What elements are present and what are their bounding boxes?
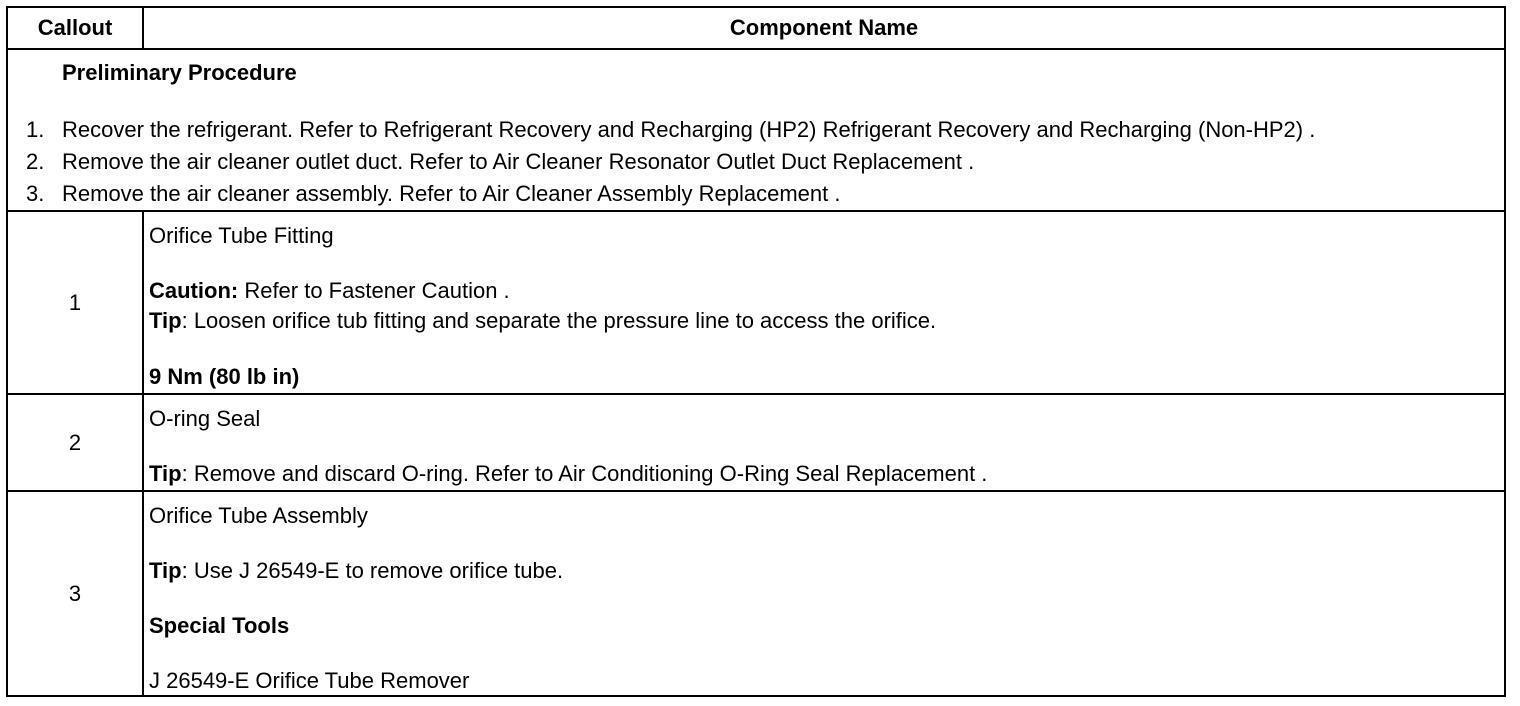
component-name-column-header: Component Name [729,15,919,40]
caution-label: Caution: [149,278,239,303]
special-tools-heading: Special Tools [149,613,290,638]
table-row [8,395,1504,492]
callout-number: 2 [8,395,144,490]
table-header [8,8,1504,50]
table-row [8,492,1504,695]
preliminary-procedure-title: Preliminary Procedure [62,60,297,85]
component-name: Orifice Tube Fitting [149,223,334,248]
callout-column-header: Callout [8,8,144,48]
step-text: Remove the air cleaner assembly. Refer to Air Cleaner Assembly Replacement . [62,181,841,206]
tip-label: Tip [149,558,182,583]
step-number: 1. [26,117,45,142]
step-number: 3. [26,181,45,206]
tip-text: : Loosen orifice tub fitting and separate the pressure line to access the orifice. [181,308,937,333]
tip-label: Tip [149,308,182,333]
table-row [8,212,1504,395]
tip-note [149,308,936,334]
tip-note [149,558,563,584]
component-cell [144,395,1504,490]
component-name: Orifice Tube Assembly [149,503,368,528]
component-cell [144,492,1504,695]
callout-number: 3 [8,492,144,695]
caution-note [149,278,510,304]
tip-text: : Remove and discard O-ring. Refer to Air Conditioning O-Ring Seal Replacement . [181,461,988,486]
preliminary-procedure [8,50,1504,212]
step-text: Recover the refrigerant. Refer to Refrigerant Recovery and Recharging (HP2) Refrigerant Recovery and Recharging (Non-HP2) . [62,117,1316,142]
callout-number: 1 [8,212,144,393]
torque-spec: 9 Nm (80 lb in) [149,364,300,389]
special-tool-item: J 26549-E Orifice Tube Remover [149,668,470,693]
tip-label: Tip [149,461,182,486]
tip-text: : Use J 26549-E to remove orifice tube. [181,558,564,583]
component-cell [144,212,1504,393]
component-name: O-ring Seal [149,406,261,431]
tip-note [149,461,987,487]
component-table [6,6,1506,697]
step-number: 2. [26,149,45,174]
step-text: Remove the air cleaner outlet duct. Refer to Air Cleaner Resonator Outlet Duct Replacement . [62,149,975,174]
caution-text: Refer to Fastener Caution . [238,278,510,303]
